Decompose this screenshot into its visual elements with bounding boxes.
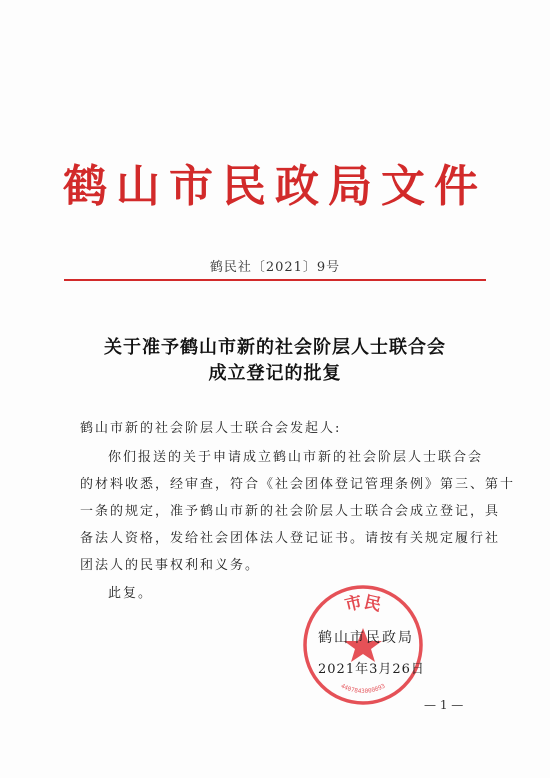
paragraph-line-3: 一条的规定，准予鹤山市新的社会阶层人士联合会成立登记，具 [80,504,501,519]
svg-text:市民 [343,591,383,615]
paragraph-line-5: 团法人的民事权利和义务。 [80,558,261,573]
paragraph-line-1: 你们报送的关于申请成立鹤山市新的社会阶层人士联合会 [108,450,484,465]
issuer-signature: 鹤山市民政局 [318,630,414,646]
seal-text: 市民 [342,592,384,616]
subject-title-line1: 关于准予鹤山市新的社会阶层人士联合会 [104,337,446,358]
page-number: — 1 — [424,698,464,712]
red-divider-line [64,279,486,281]
svg-text:4407843000893 [340,682,387,695]
salutation: 鹤山市新的社会阶层人士联合会发起人: [80,421,342,436]
agency-title: 鹤山市民政局文件 [63,161,487,212]
document-number: 鹤民社〔2021〕9号 [209,260,341,275]
closing-text: 此复。 [108,586,154,601]
paragraph-line-2: 的材料收悉，经审查，符合《社会团体登记管理条例》第三、第十 [80,477,516,492]
issue-date: 2021年3月26日 [318,662,425,677]
seal-serial: 4407843000893 [339,682,387,695]
subject-title-line2: 成立登记的批复 [208,363,342,384]
paragraph-line-4: 备法人资格，发给社会团体法人登记证书。请按有关规定履行社 [80,531,501,546]
